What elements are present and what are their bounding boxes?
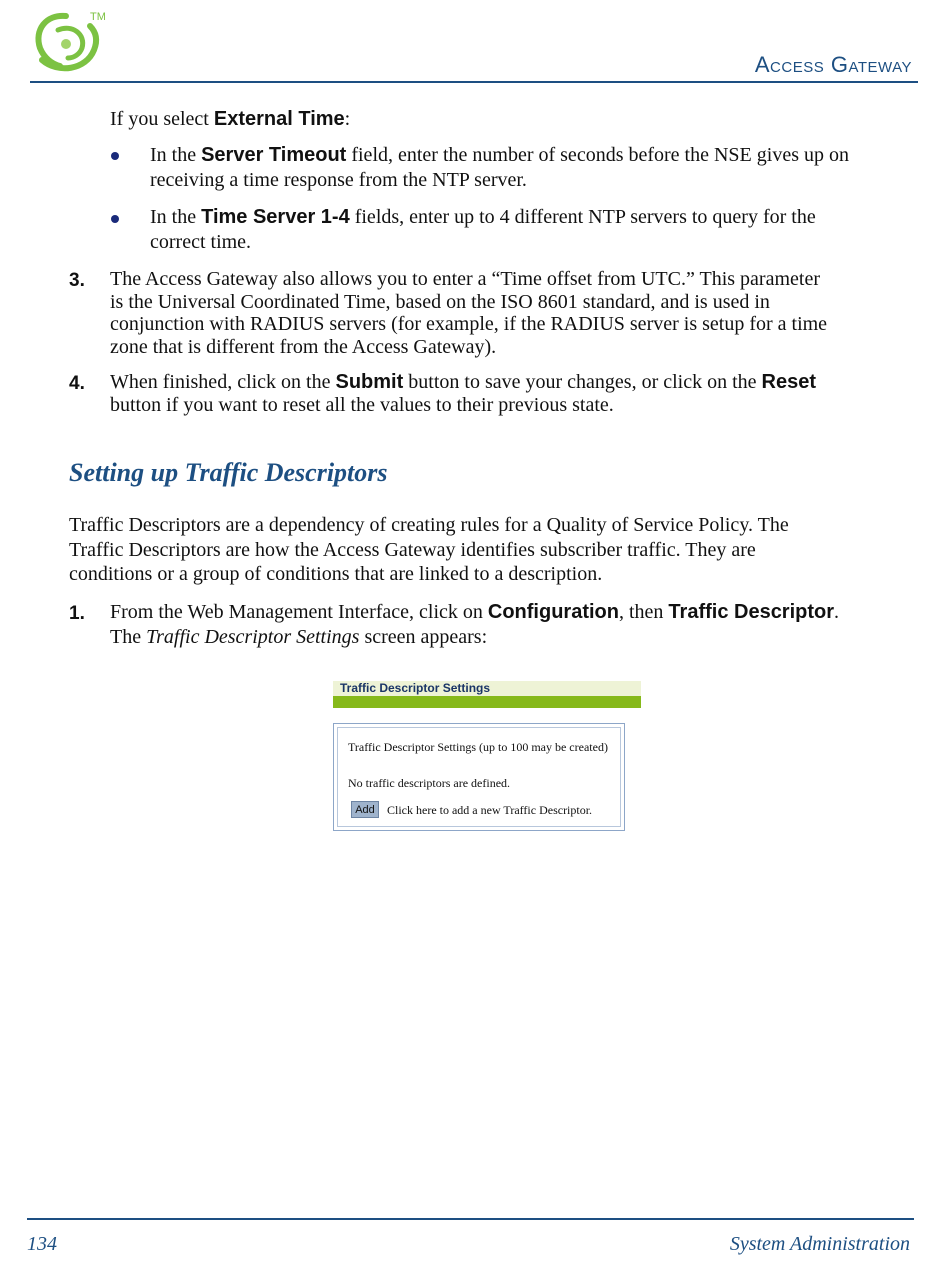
panel-title: Traffic Descriptor Settings (up to 100 may be created) bbox=[348, 740, 608, 754]
step-line: button if you want to reset all the values to their previous state. bbox=[110, 393, 614, 416]
bullet-server-timeout bbox=[150, 143, 849, 193]
step-line: The Access Gateway also allows you to enter a “Time offset from UTC.” This parameter bbox=[110, 268, 820, 290]
step-4-text bbox=[110, 371, 816, 416]
step-line: From the Web Management Interface, click on bbox=[110, 601, 488, 623]
bullet-bold: Time Server 1-4 bbox=[201, 206, 350, 228]
screenshot-panel bbox=[333, 723, 625, 831]
reset-label: Reset bbox=[761, 371, 817, 393]
bullet-time-server bbox=[150, 205, 816, 255]
add-button[interactable]: Add bbox=[351, 801, 379, 818]
screen-name: Traffic Descriptor Settings bbox=[146, 626, 360, 648]
section-paragraph bbox=[69, 513, 789, 587]
traffic-descriptor-label: Traffic Descriptor bbox=[668, 601, 835, 623]
header-divider bbox=[30, 81, 918, 83]
configuration-label: Configuration bbox=[487, 601, 619, 623]
bullet-icon bbox=[111, 152, 119, 160]
paragraph-line: Traffic Descriptors are a dependency of creating rules for a Quality of Service Policy. The bbox=[69, 514, 789, 536]
bullet-text: field, enter the number of seconds before the NSE gives up on bbox=[346, 144, 849, 166]
bullet-text: fields, enter up to 4 different NTP servers to query for the bbox=[349, 206, 816, 228]
step-line: The bbox=[110, 626, 147, 648]
company-logo bbox=[28, 8, 108, 78]
paragraph-line: conditions or a group of conditions that are linked to a description. bbox=[69, 563, 603, 585]
step-line: , then bbox=[618, 601, 669, 623]
add-hint: Click here to add a new Traffic Descriptor. bbox=[387, 803, 593, 817]
bullet-text: receiving a time response from the NTP server. bbox=[150, 169, 527, 191]
header-title: Access Gateway bbox=[754, 52, 912, 77]
paragraph-line: Traffic Descriptors are how the Access Gateway identifies subscriber traffic. They are bbox=[69, 538, 756, 561]
bullet-icon bbox=[111, 215, 119, 223]
step-line: screen appears: bbox=[359, 626, 488, 648]
step-line: is the Universal Coordinated Time, based on the ISO 8601 standard, and is used in bbox=[110, 290, 770, 313]
section-heading: Setting up Traffic Descriptors bbox=[69, 458, 388, 487]
step-line: When finished, click on the bbox=[110, 371, 336, 393]
page-number: 134 bbox=[27, 1233, 57, 1255]
step-line: zone that is different from the Access Gateway). bbox=[110, 335, 497, 358]
step-line: . bbox=[834, 601, 840, 623]
bullet-text: In the bbox=[150, 206, 202, 228]
intro-text: If you select bbox=[110, 108, 214, 130]
step-3-text bbox=[110, 268, 827, 358]
screenshot-accent-bar bbox=[333, 696, 641, 708]
step-number: 1. bbox=[69, 603, 85, 624]
footer-divider bbox=[27, 1218, 914, 1220]
bullet-text: In the bbox=[150, 144, 202, 166]
screenshot-header bbox=[333, 681, 641, 696]
step-line: conjunction with RADIUS servers (for example, if the RADIUS server is setup for a time bbox=[110, 313, 828, 335]
intro-bold: External Time bbox=[213, 108, 345, 130]
step-number: 3. bbox=[69, 270, 85, 291]
screenshot-panel-inner bbox=[337, 727, 621, 827]
bullet-bold: Server Timeout bbox=[201, 144, 347, 166]
empty-message: No traffic descriptors are defined. bbox=[348, 776, 511, 790]
screenshot-header-title: Traffic Descriptor Settings bbox=[340, 681, 491, 695]
step-number: 4. bbox=[69, 373, 85, 394]
footer-section-name: System Administration bbox=[729, 1233, 910, 1255]
step-1-text bbox=[110, 600, 839, 650]
step-line: button to save your changes, or click on the bbox=[403, 371, 762, 393]
intro-line bbox=[110, 107, 350, 132]
submit-label: Submit bbox=[335, 371, 404, 393]
intro-colon: : bbox=[344, 108, 351, 130]
bullet-text: correct time. bbox=[150, 231, 252, 253]
swirl-logo-icon bbox=[28, 8, 108, 78]
trademark-mark: TM bbox=[90, 11, 106, 23]
